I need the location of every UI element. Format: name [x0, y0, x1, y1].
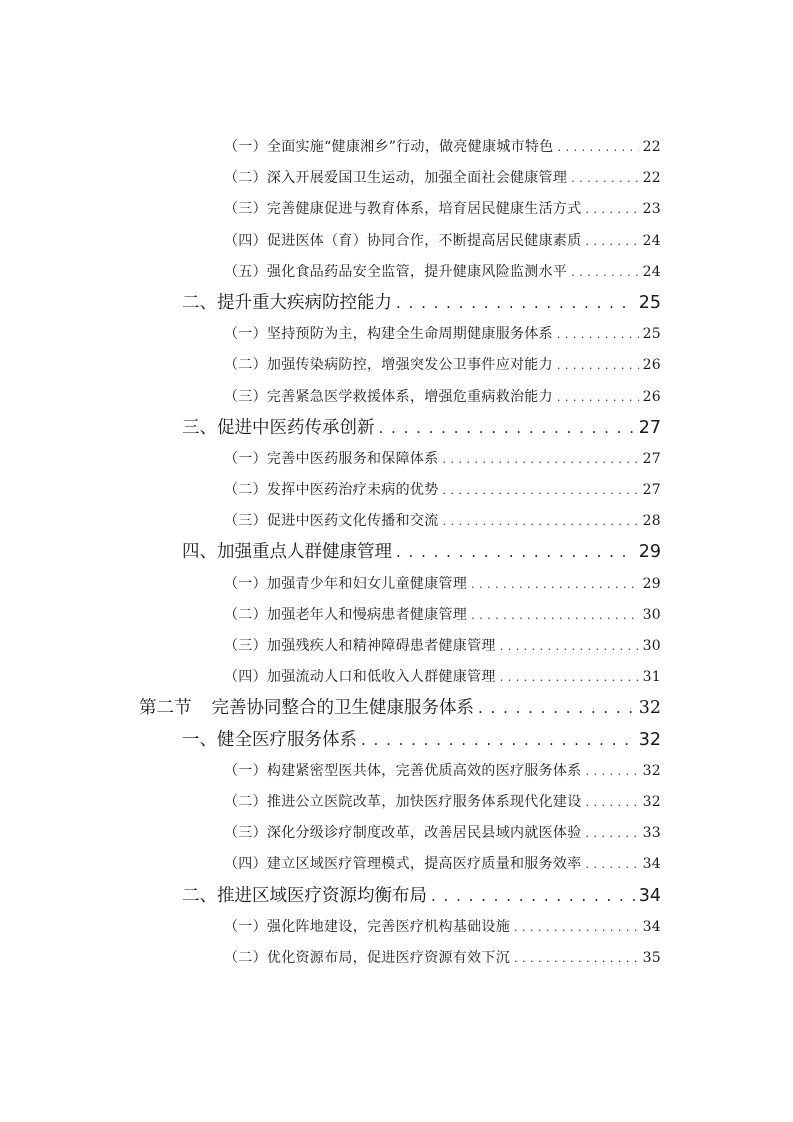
toc-page-number: 26 — [642, 357, 661, 374]
dot-leader — [558, 132, 639, 163]
toc-entry[interactable] — [224, 662, 661, 693]
toc-entry-label: （一）构建紧密型医共体，完善优质高效的医疗服务体系 — [224, 762, 582, 779]
toc-entry-label: （二）深入开展爱国卫生运动，加强全面社会健康管理 — [224, 170, 568, 187]
dot-leader — [571, 257, 638, 288]
toc-entry-label: （三）促进中医药文化传播和交流 — [224, 513, 439, 530]
toc-entry[interactable] — [224, 600, 661, 631]
toc-entry[interactable] — [224, 257, 661, 288]
dot-leader — [443, 475, 639, 506]
toc-entry-label: （一）坚持预防为主，构建全生命周期健康服务体系 — [224, 326, 553, 343]
toc-entry-label: （三）深化分级诊疗制度改革，改善居民县域内就医体验 — [224, 825, 582, 842]
toc-page-number: 26 — [642, 388, 661, 405]
toc-page-number: 34 — [642, 856, 661, 873]
dot-leader — [514, 912, 639, 943]
toc-page-number: 32 — [638, 729, 661, 750]
toc-entry[interactable] — [224, 194, 661, 225]
dot-leader — [557, 319, 639, 350]
dot-leader — [478, 693, 635, 724]
toc-page-number: 34 — [638, 885, 661, 906]
toc-entry-label: （三）完善健康促进与教育体系，培育居民健康生活方式 — [224, 201, 582, 218]
toc-entry-label: （五）强化食品药品安全监管，提升健康风险监测水平 — [224, 263, 568, 280]
dot-leader — [557, 350, 639, 381]
toc-entry-label: （一）全面实施“健康湘乡”行动，做亮健康城市特色 — [224, 139, 554, 155]
toc-page-number: 28 — [642, 513, 661, 530]
dot-leader — [586, 818, 639, 849]
toc-page-number: 32 — [642, 793, 661, 810]
toc-entry-label: （二）加强老年人和慢病患者健康管理 — [224, 606, 468, 623]
toc-entry[interactable] — [224, 787, 661, 818]
toc-page-number: 34 — [642, 918, 661, 935]
toc-entry[interactable] — [224, 319, 661, 350]
toc-page-number: 25 — [638, 292, 661, 313]
toc-page-number: 33 — [642, 825, 661, 842]
toc-page-number: 30 — [642, 606, 661, 623]
dot-leader — [586, 194, 639, 225]
toc-entry-label: 四、加强重点人群健康管理 — [182, 542, 392, 563]
toc-entry-label: （四）建立区域医疗管理模式，提高医疗质量和服务效率 — [224, 856, 582, 873]
dot-leader — [586, 756, 639, 787]
toc-page-number: 27 — [642, 450, 661, 467]
toc-page-number: 29 — [638, 542, 661, 563]
dot-leader — [586, 226, 639, 257]
toc-entry-label: （四）促进医体（育）协同合作，不断提高居民健康素质 — [224, 232, 582, 249]
toc-entry-label: 一、健全医疗服务体系 — [182, 729, 357, 750]
section-title: 完善协同整合的卫生健康服务体系 — [211, 698, 474, 719]
toc-entry-label: 二、提升重大疾病防控能力 — [182, 292, 392, 313]
toc-entry-label: （一）强化阵地建设，完善医疗机构基础设施 — [224, 918, 510, 935]
toc-page-number: 32 — [642, 762, 661, 779]
toc-entry[interactable] — [224, 226, 661, 257]
toc-page-number: 32 — [638, 698, 661, 719]
toc-page-number: 23 — [642, 201, 661, 218]
toc-entry[interactable] — [224, 912, 661, 943]
toc-entry[interactable] — [224, 506, 661, 537]
toc-section-label — [139, 693, 474, 724]
dot-leader — [396, 537, 635, 568]
toc-page-number: 24 — [642, 232, 661, 249]
dot-leader — [431, 881, 635, 912]
toc-heading-entry[interactable] — [182, 537, 661, 568]
toc-entry[interactable] — [224, 444, 661, 475]
toc-entry[interactable] — [224, 756, 661, 787]
toc-page-number: 24 — [642, 263, 661, 280]
toc-entry-label: （三）加强残疾人和精神障碍患者健康管理 — [224, 638, 496, 654]
toc-heading-entry[interactable] — [182, 413, 661, 444]
dot-leader — [379, 413, 635, 444]
toc-entry[interactable] — [224, 631, 661, 662]
toc-page-number: 31 — [642, 669, 661, 686]
dot-leader — [586, 787, 639, 818]
toc-entry-label: （四）加强流动人口和低收入人群健康管理 — [224, 669, 496, 686]
dot-leader — [471, 600, 638, 631]
dot-leader — [443, 506, 639, 537]
dot-leader — [500, 662, 639, 693]
toc-entry-label: （二）优化资源布局，促进医疗资源有效下沉 — [224, 949, 510, 966]
toc-entry[interactable] — [224, 382, 661, 413]
toc-entry[interactable] — [224, 569, 661, 600]
toc-heading-entry[interactable] — [182, 725, 661, 756]
toc-entry[interactable] — [224, 475, 661, 506]
dot-leader — [500, 631, 639, 662]
toc-entry-label: （二）加强传染病防控，增强突发公卫事件应对能力 — [224, 357, 553, 374]
dot-leader — [571, 163, 638, 194]
toc-entry[interactable] — [224, 943, 661, 974]
toc-page-number: 22 — [642, 170, 661, 187]
toc-entry-label: （二）推进公立医院改革，加快医疗服务体系现代化建设 — [224, 793, 582, 810]
toc-entry-label: （二）发挥中医药治疗未病的优势 — [224, 482, 439, 499]
toc-entry[interactable] — [224, 849, 661, 880]
toc-page-number: 29 — [642, 575, 661, 592]
dot-leader — [443, 444, 639, 475]
toc-entry[interactable] — [224, 818, 661, 849]
toc-entry-label: 二、推进区域医疗资源均衡布局 — [182, 885, 427, 906]
dot-leader — [586, 849, 639, 880]
toc-section-entry[interactable] — [139, 693, 661, 724]
toc-entry[interactable] — [224, 163, 661, 194]
dot-leader — [396, 288, 635, 319]
toc-heading-entry[interactable] — [182, 881, 661, 912]
toc-page-number: 25 — [642, 326, 661, 343]
toc-page-number: 22 — [642, 139, 661, 155]
toc-entry[interactable] — [224, 132, 661, 163]
toc-heading-entry[interactable] — [182, 288, 661, 319]
toc-entry-label: （一）完善中医药服务和保障体系 — [224, 450, 439, 467]
dot-leader — [361, 725, 635, 756]
toc-entry-label: （一）加强青少年和妇女儿童健康管理 — [224, 575, 468, 592]
toc-page-number: 27 — [642, 482, 661, 499]
dot-leader — [514, 943, 639, 974]
dot-leader — [471, 569, 638, 600]
section-number: 第二节 — [139, 698, 192, 719]
toc-entry-label: 三、促进中医药传承创新 — [182, 417, 375, 438]
toc-page-number: 30 — [642, 638, 661, 654]
dot-leader — [557, 382, 639, 413]
toc-entry-label: （三）完善紧急医学救援体系，增强危重病救治能力 — [224, 388, 553, 405]
toc-page-number: 35 — [642, 949, 661, 966]
table-of-contents — [0, 132, 793, 974]
toc-entry[interactable] — [224, 350, 661, 381]
toc-page-number: 27 — [638, 417, 661, 438]
